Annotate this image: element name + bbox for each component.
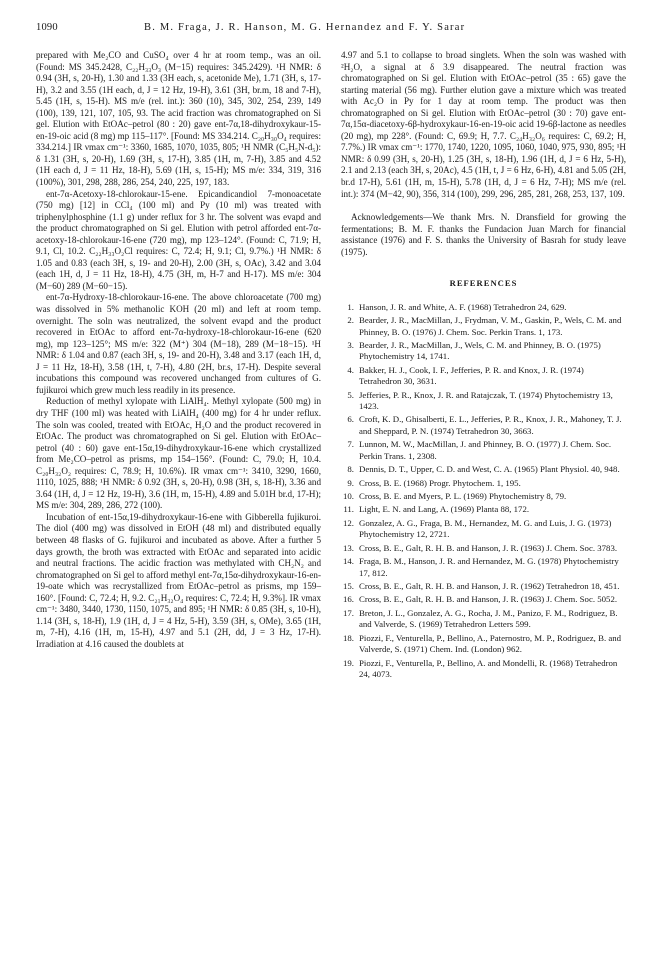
reference-text: Croft, K. D., Ghisalberti, E. L., Jefferies, P. R., Knox, J. R., Mahoney, T. J. and Sheppard, P. N. (1974) Tetrahedron 30, 3663.	[359, 414, 622, 436]
reference-text: Gonzalez, A. G., Fraga, B. M., Hernandez, M. G. and Luis, J. G. (1973) Phytochemistry 12, 2721.	[359, 517, 612, 540]
reference-number: 1.	[347, 301, 354, 312]
reference-text: Dennis, D. T., Upper, C. D. and West, C. A. (1965) Plant Physiol. 40, 948.	[359, 464, 620, 475]
reference-item	[341, 504, 626, 515]
reference-number: 3.	[347, 340, 354, 351]
paragraph: Reduction of methyl xylopate with LiAlH₄. Methyl xylopate (500 mg) in dry THF (100 ml) was heated with LiAlH₄ (400 mg) for 4 hr under reflux. The soln was cooled, treated with EtOAc, H₂O and the product recovered in EtOAc. The product was chromatographed on Si gel. Elution with EtOAc–petrol (40 : 60) gave ent-15α,19-dihydroxykaur-16-ene which crystallized from Me₂CO–petrol as prisms, mp 154–156°. (Found: C, 79.0; H, 10.4. C₂₀H₃₂O₂ requires: C, 78.9; H, 10.6%). IR νmax cm⁻¹: 3410, 3290, 1660, 1110, 1025, 888; ¹H NMR: δ 0.92 (3H, s, 20-H), 0.98 (3H, s, 18-H), 3.36 and 3.64 (1H, d, J = 12 Hz, 19-H), 3.6 (1H, m, 15-H), 4.89 and 5.01H br.d, 17-H); MS m/e: 304, 289, 286, 272 (100).	[36, 396, 321, 511]
paragraph: ent-7α-Acetoxy-18-chlorokaur-15-ene. Epicandicandiol 7-monoacetate (750 mg) [12] in CCl₄ (100 ml) and Py (10 ml) was treated with triphenylphosphine (1.1 g) under reflux for 3 hr. The solvent was evapd and the product chromatographed on Si gel. Elution with petrol afforded ent-7α-acetoxy-18-chlorokaur-16-ene (720 mg), mp 123–124°. (Found: C, 71.9; H, 9.1, Cl, 10.2. C₂₂H₃₃O₂Cl requires: C, 72.4; H, 9.1; Cl, 9.7%.) ¹H NMR: δ 1.05 and 0.83 (each 3H, s, 19- and 20-H), 2.00 (3H, s, OAc), 3.42 and 3.04 (each 1H, d, J = 11 Hz, 18-H), 4.75 (3H, m, H-7 and H-17). MS m/e: 304 (M−60) 289 (M−60−15).	[36, 188, 321, 291]
reference-text: Bakker, H. J., Cook, I. F., Jefferies, P. R. and Knox, J. R. (1974) Tetrahedron 30, 3631.	[359, 364, 584, 387]
reference-number: 19.	[343, 657, 354, 668]
reference-text: Breton, J. L., Gonzalez, A. G., Rocha, J. M., Panizo, F. M., Rodriguez, B. and Valverde, S. (1969) Tetrahedron Letters 599.	[359, 607, 618, 630]
reference-item	[341, 594, 626, 605]
right-column	[341, 50, 626, 682]
reference-text: Cross, B. E., Galt, R. H. B. and Hanson, J. R. (1962) Tetrahedron 18, 451.	[359, 581, 620, 591]
reference-item	[341, 491, 626, 502]
reference-text: Cross, B. E., Galt, R. H. B. and Hanson, J. R. (1963) J. Chem. Soc. 3783.	[359, 542, 618, 553]
reference-number: 5.	[347, 389, 354, 400]
reference-item	[341, 518, 626, 541]
reference-number: 2.	[347, 315, 354, 326]
paragraph: ent-7α-Hydroxy-18-chlorokaur-16-ene. The above chloroacetate (700 mg) was dissolved in 5% methanolic KOH (20 ml) and left at room temp. overnight. The soln was neutralized, the solvent evapd and the product recovered in EtOAc to afford ent-7α-hydroxy-18-chlorokaur-16-ene (620 mg), mp 123–125°; MS m/e: 322 (M⁺) 304 (M−18), 289 (M−18−15). ¹H NMR: δ 1.04 and 0.87 (each 3H, s, 19- and 20-H), 3.48 and 3.17 (each 1H, d, J = 11 Hz, 18-H), 3.58 (1H, t, 7-H), 4.80 (2H, br.s, 17-H). Despite several incubations this compound was recovered unchanged from cultures of G. fujikuroi which grew much less readily in its presence.	[36, 292, 321, 395]
reference-item	[341, 414, 626, 437]
paragraph: prepared with Me₂CO and CuSO₄ over 4 hr at room temp., was an oil. (Found: MS 345.2428, C₂₂H₃₃O₃ (M−15) requires: 345.2429). ¹H NMR: δ 0.94 (3H, s, 20-H), 1.30 and 1.33 (3H each, s, acetonide Me), 1.71 (3H, s, 17-H), 3.2 and 3.55 (1H each, d, J = 12 Hz, 19-H), 3.61 (3H, br.m, 18 and 7-H), 5.45 (1H, s, 15-H). MS m/e (rel. int.): 360 (10), 345, 302, 254, 239, 149 (100), 139, 121, 107, 105, 93. The acid fraction was chromatographed on Si gel. Elution with EtOAc–petrol (80 : 20) gave ent-7α,18-dihydroxykaur-15-en-19-oic acid (8 mg) mp 115–117°. [Found: MS 334.214. C₂₀H₃₀O₄ requires: 334.214.] IR νmax cm⁻¹: 3360, 1685, 1070, 1035, 805; ¹H NMR (C₅H₅N-d₅): δ 1.31 (3H, s, 20-H), 1.69 (3H, s, 17-H), 3.85 (1H, m, 7-H), 3.85 and 4.52 (1H each d, J = 11 Hz, 18-H), 5.69 (1H, s, 15-H); MS m/e: 334, 319, 316 (100%), 301, 298, 288, 286, 254, 240, 225, 197, 183.	[36, 50, 321, 188]
running-authors: B. M. Fraga, J. R. Hanson, M. G. Hernandez and F. Y. Sarar	[144, 22, 466, 33]
reference-number: 17.	[343, 607, 354, 618]
reference-item	[341, 439, 626, 462]
page-number: 1090	[36, 22, 58, 33]
reference-item	[341, 608, 626, 631]
paragraph: 4.97 and 5.1 to collapse to broad singlets. When the soln was washed with ²H₂O, a signal at δ 3.9 disappeared. The neutral fraction was chromatographed on Si gel. Elution with EtOAc–petrol (35 : 65) gave the starting material (56 mg). Further elution gave a mixture which was treated with Ac₂O in Py for 1 day at room temp. The product was then chromatographed on Si gel. Elution with EtOAc–petrol (30 : 70) gave ent-7α,15α-diacetoxy-6β-hydroxykaur-16-en-19-oic acid 19-6β-lactone as needles (20 mg), mp 228°. (Found: C, 69.9; H, 7.7. C₂₄H₃₂O₆ requires: C, 69.2; H, 7.7%.) IR νmax cm⁻¹: 1770, 1740, 1220, 1095, 1060, 1040, 975, 930, 895; ¹H NMR: δ 0.99 (3H, s, 20-H), 1.25 (3H, s, 18-H), 1.96 (1H, d, J = 6 Hz, 5-H), 2.1 and 2.13 (each 3H, s, 20Ac), 4.5 (1H, t, J = 6 Hz, 6-H), 4.81 and 5.05 (2H, br.d 17-H), 5.61 (1H, m, 15-H), 5.78 (1H, d, J = 6 Hz, 7-H); MS m/e (rel. int.): 374 (M−42, 90), 356, 314 (100), 299, 296, 285, 281, 268, 253, 137, 109.	[341, 50, 626, 199]
reference-text: Bearder, J. R., MacMillan, J., Wels, C. M. and Phinney, B. O. (1975) Phytochemistry 14, 1741.	[359, 340, 601, 362]
reference-item	[341, 365, 626, 388]
reference-number: 9.	[347, 477, 354, 488]
references-heading: REFERENCES	[449, 278, 518, 289]
reference-item	[341, 581, 626, 592]
reference-item	[341, 302, 626, 313]
reference-number: 12.	[343, 517, 354, 528]
reference-text: Cross, B. E., Galt, R. H. B. and Hanson, J. R. (1963) J. Chem. Soc. 5052.	[359, 594, 618, 605]
reference-number: 13.	[343, 542, 354, 553]
reference-text: Light, E. N. and Lang, A. (1969) Planta 88, 172.	[359, 504, 530, 515]
reference-number: 4.	[347, 364, 354, 375]
reference-text: Hanson, J. R. and White, A. F. (1968) Tetrahedron 24, 629.	[359, 301, 567, 312]
reference-number: 15.	[343, 581, 354, 591]
reference-list	[341, 302, 626, 680]
reference-number: 7.	[347, 439, 354, 450]
reference-item	[341, 658, 626, 681]
reference-item	[341, 633, 626, 656]
reference-item	[341, 464, 626, 475]
reference-number: 6.	[347, 414, 354, 425]
acknowledgements: Acknowledgements—We thank Mrs. N. Dransfield for growing the fermentations; B. M. F. thanks the Fundacion Juan March for financial assistance (1976) and F. S. thanks the University of Basrah for study leave (1975).	[341, 212, 626, 257]
reference-text: Cross, B. E. (1968) Progr. Phytochem. 1, 195.	[359, 477, 521, 488]
reference-text: Lunnon, M. W., MacMillan, J. and Phinney, B. O. (1977) J. Chem. Soc. Perkin Trans. 1, 2308.	[359, 439, 612, 461]
reference-number: 14.	[343, 556, 354, 567]
reference-item	[341, 340, 626, 363]
reference-number: 18.	[343, 632, 354, 643]
reference-number: 11.	[343, 504, 354, 515]
reference-text: Fraga, B. M., Hanson, J. R. and Hernandez, M. G. (1978) Phytochemistry 17, 812.	[359, 556, 619, 578]
reference-text: Jefferies, P. R., Knox, J. R. and Ratajczak, T. (1974) Phytochemistry 13, 1423.	[359, 389, 613, 411]
reference-number: 16.	[343, 594, 354, 605]
reference-number: 10.	[343, 490, 354, 501]
paragraph: Incubation of ent-15α,19-dihydroxykaur-16-ene with Gibberella fujikuroi. The diol (400 mg) was dissolved in EtOH (48 ml) and distributed equally between 48 flasks of G. fujikuroi and incubated as above. After a further 5 days growth, the broth was extracted with EtOAc and separated into acidic and neutral fractions. The acidic fraction was methylated with CH₂N₂ and chromatographed on Si gel to afford methyl ent-7α,15α-dihydroxykaur-16-en-19-oate which was recrystallized from EtOAc–petrol as prisms, mp 159–160°. [Found: C, 72.4; H, 9.2. C₂₁H₃₂O₄ requires: C, 72.4; H, 9.3%]. IR νmax cm⁻¹: 3480, 3440, 1730, 1150, 1075, and 895; ¹H NMR: δ 0.85 (3H, s, 10-H), 1.14 (3H, s, 18-H), 1.9 (1H, d, J = 4 Hz, 5-H), 3.59 (3H, s, OMe), 3.65 (1H, m, 7-H), 4.16 (1H, m, 15-H), 4.97 and 5.1 (2H, dd, J = 3 Hz, 17-H). Irradiation at 4.16 caused the doublets at	[36, 511, 321, 649]
reference-text: Piozzi, F., Venturella, P., Bellino, A. and Mondelli, R. (1968) Tetrahedron 24, 4073.	[359, 657, 618, 679]
reference-item	[341, 315, 626, 338]
reference-text: Cross, B. E. and Myers, P. L. (1969) Phytochemistry 8, 79.	[359, 490, 567, 501]
reference-number: 8.	[347, 464, 354, 475]
reference-text: Piozzi, F., Venturella, P., Bellino, A., Paternostro, M. P., Rodriguez, B. and Valverde, S. (1971) Chem. Ind. (London) 962.	[359, 632, 622, 655]
reference-item	[341, 543, 626, 554]
reference-text: Bearder, J. R., MacMillan, J., Frydman, V. M., Gaskin, P., Wels, C. M. and Phinney, B. O. (1976) J. Chem. Soc. Perkin Trans. 1, 173.	[359, 315, 622, 337]
left-column	[36, 50, 321, 650]
reference-item	[341, 556, 626, 579]
reference-item	[341, 478, 626, 489]
running-header	[36, 22, 636, 38]
reference-item	[341, 390, 626, 413]
